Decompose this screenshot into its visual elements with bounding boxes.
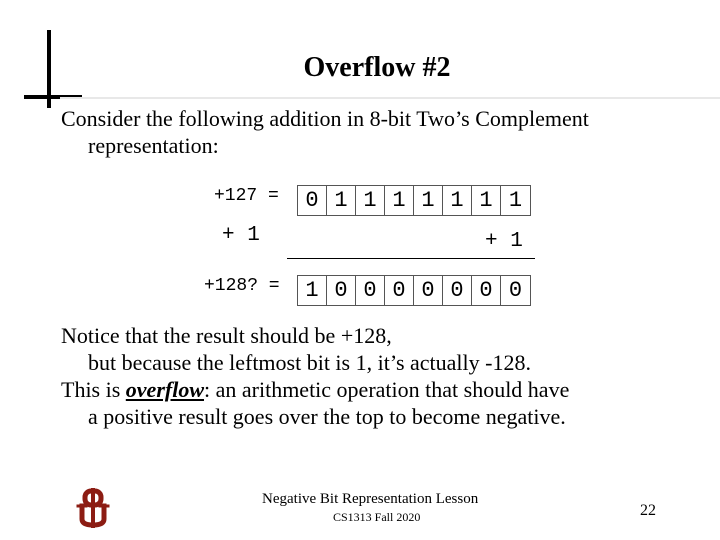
slide-title: Overflow #2 [303,52,451,83]
notice-line-3-post: : an arithmetic operation that should have [204,377,570,402]
footer-lesson: Negative Bit Representation Lesson [262,491,479,507]
notice-line-3-pre: This is [61,377,126,402]
bit-cell: 0 [472,276,501,305]
bit-cell: 1 [327,186,356,215]
footer-course: CS1313 Fall 2020 [333,510,421,524]
intro-line-1: Consider the following addition in 8-bit Two’s Complement [61,106,589,131]
bit-cell: 1 [385,186,414,215]
bit-cell: 1 [472,186,501,215]
bit-cell: 0 [443,276,472,305]
notice-text [61,322,711,430]
bit-cell: 0 [414,276,443,305]
bit-cell: 0 [327,276,356,305]
overflow-term: overflow [125,377,204,402]
bit-cell: 1 [508,188,523,213]
page-number: 22 [640,502,656,519]
row2-right: + 1 [485,230,523,253]
notice-line-4: a positive result goes over the top to become negative. [88,404,566,429]
bit-cell: 0 [385,276,414,305]
bit-cell: 0 [508,278,523,303]
notice-line-2: but because the leftmost bit is 1, it’s actually -128. [88,350,531,375]
sum-line [287,258,535,259]
notice-line-1: Notice that the result should be +128, [61,323,392,348]
row3-bits [297,275,531,306]
intro-text [61,105,711,159]
bit-cell: 1 [356,186,385,215]
bit-cell: 1 [443,186,472,215]
row1-bits [297,185,531,216]
row3-label: +128? = [204,276,280,296]
bit-cell: 1 [298,276,327,305]
notice-line-3 [61,377,569,402]
ou-logo-icon [76,488,110,528]
bit-cell: 0 [298,186,327,215]
row2-left: + 1 [222,224,260,247]
bit-cell: 0 [356,276,385,305]
row1-label: +127 = [214,186,279,206]
title-rule [60,97,720,99]
intro-line-2: representation: [88,133,219,158]
bit-cell: 1 [414,186,443,215]
